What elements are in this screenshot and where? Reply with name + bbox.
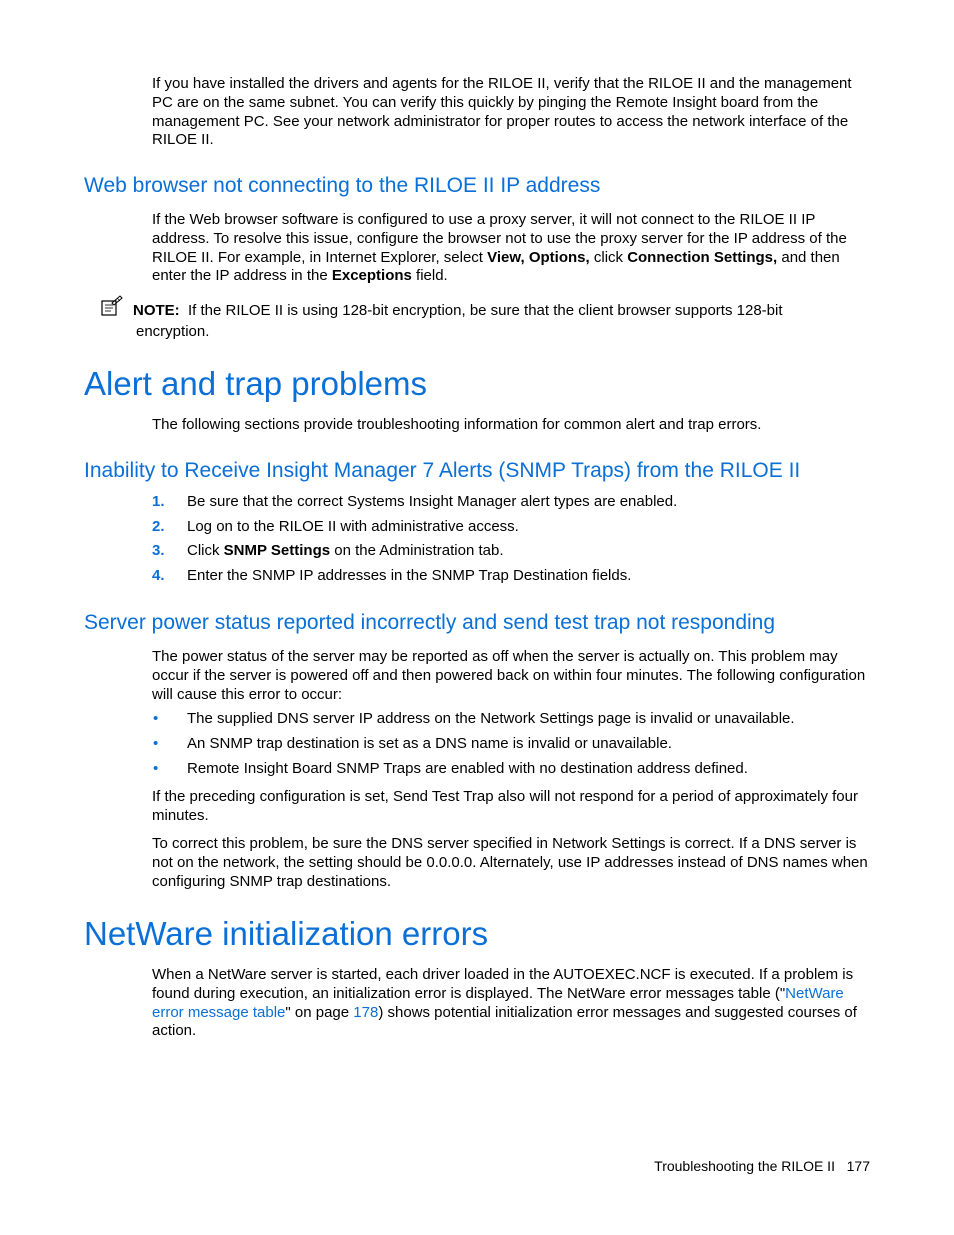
netware-text-1: When a NetWare server is started, each driver loaded in the AUTOEXEC.NCF is executed. If a problem is found during execution, an initialization error is displayed. The NetWare error messages table (" [152,966,854,1002]
netware-paragraph [152,966,870,1041]
step-text-pre: Click [187,542,224,560]
heading-alert-trap: Alert and trap problems [84,365,428,402]
list-item [152,735,870,760]
bullet-dot-icon: • [153,710,159,727]
heading-inability: Inability to Receive Insight Manager 7 Alerts (SNMP Traps) from the RILOE II [84,459,801,482]
step-text: Enter the SNMP IP addresses in the SNMP Trap Destination fields. [187,566,632,584]
list-item [152,542,870,567]
field-name-exceptions: Exceptions [331,267,412,285]
web-browser-text-4: field. [411,267,448,285]
step-number: 3. [152,542,165,560]
netware-text-2: " on page [285,1003,354,1021]
heading-server-power: Server power status reported incorrectly and send test trap not responding [84,611,776,634]
list-item [152,567,870,592]
footer-section-title: Troubleshooting the RILOE II [654,1158,835,1174]
server-power-paragraph-1: The power status of the server may be reported as off when the server is actually on. This problem may occur if the server is powered off and then powered back on within four minutes. The following configuration will cause this error to occur: [152,648,866,703]
intro-paragraph: If you have installed the drivers and agents for the RILOE II, verify that the RILOE II and the management PC are on the same subnet. You can verify this quickly by pinging the Remote Insight board from the management PC. See your network administrator for proper routes to access the network interface of the RILOE II. [152,75,852,149]
list-item [152,760,870,785]
menu-path-view-options: View, Options, [487,248,590,266]
step-number: 2. [152,517,165,535]
menu-item-connection-settings: Connection Settings, [627,248,778,266]
note-text-line-2: encryption. [136,323,210,340]
ui-label-snmp-settings: SNMP Settings [223,542,331,560]
page-footer [560,1158,870,1174]
step-text: Log on to the RILOE II with administrative access. [187,517,519,535]
note-pencil-icon [100,295,124,317]
bullet-dot-icon: • [153,760,159,777]
web-browser-paragraph [152,211,870,286]
alert-trap-intro: The following sections provide troubleshooting information for common alert and trap errors. [152,416,762,433]
bullet-dot-icon: • [153,735,159,752]
list-item [152,493,870,518]
server-power-paragraph-2: If the preceding configuration is set, Send Test Trap also will not respond for a period of approximately four minutes. [152,788,858,824]
note-text: If the RILOE II is using 128-bit encryption, be sure that the client browser supports 128-bit [188,302,783,319]
heading-web-browser: Web browser not connecting to the RILOE II IP address [84,174,601,197]
web-browser-text-1: If the Web browser software is configured to use a proxy server, it will not connect to the RILOE II IP address. To resolve this issue, configure the browser not to use the proxy server for the IP address of the RILOE II. For example, in Internet Explorer, select [152,211,847,266]
step-text-post: on the Administration tab. [330,542,504,560]
netware-text-3: ) shows potential initialization error messages and suggested courses of action. [152,1003,857,1040]
page-number: 177 [846,1158,870,1174]
note-label: NOTE: [133,302,180,319]
bullet-list [152,710,870,785]
link-page-178[interactable]: 178 [353,1003,379,1021]
note-text-line-1 [133,301,783,321]
step-text: Be sure that the correct Systems Insight Manager alert types are enabled. [187,493,678,510]
bullet-text: The supplied DNS server IP address on the Network Settings page is invalid or unavailable. [187,710,795,727]
bullet-text: Remote Insight Board SNMP Traps are enabled with no destination address defined. [187,760,748,777]
heading-netware: NetWare initialization errors [84,915,489,952]
bullet-text: An SNMP trap destination is set as a DNS name is invalid or unavailable. [187,735,672,752]
steps-list [152,493,870,591]
step-number: 1. [152,493,165,510]
list-item [152,710,870,735]
link-netware-error-table[interactable]: NetWare error message table [152,984,844,1021]
step-number: 4. [152,566,165,584]
web-browser-text-3: and then enter the IP address in the [152,248,840,285]
server-power-paragraph-3: To correct this problem, be sure the DNS server specified in Network Settings is correct. If a DNS server is not on the network, the setting should be 0.0.0.0. Alternately, use IP addresses instead of DNS names when configuring SNMP trap destinations. [152,835,868,890]
web-browser-text-2: click [589,248,628,266]
step-text [187,542,504,560]
list-item [152,518,870,543]
